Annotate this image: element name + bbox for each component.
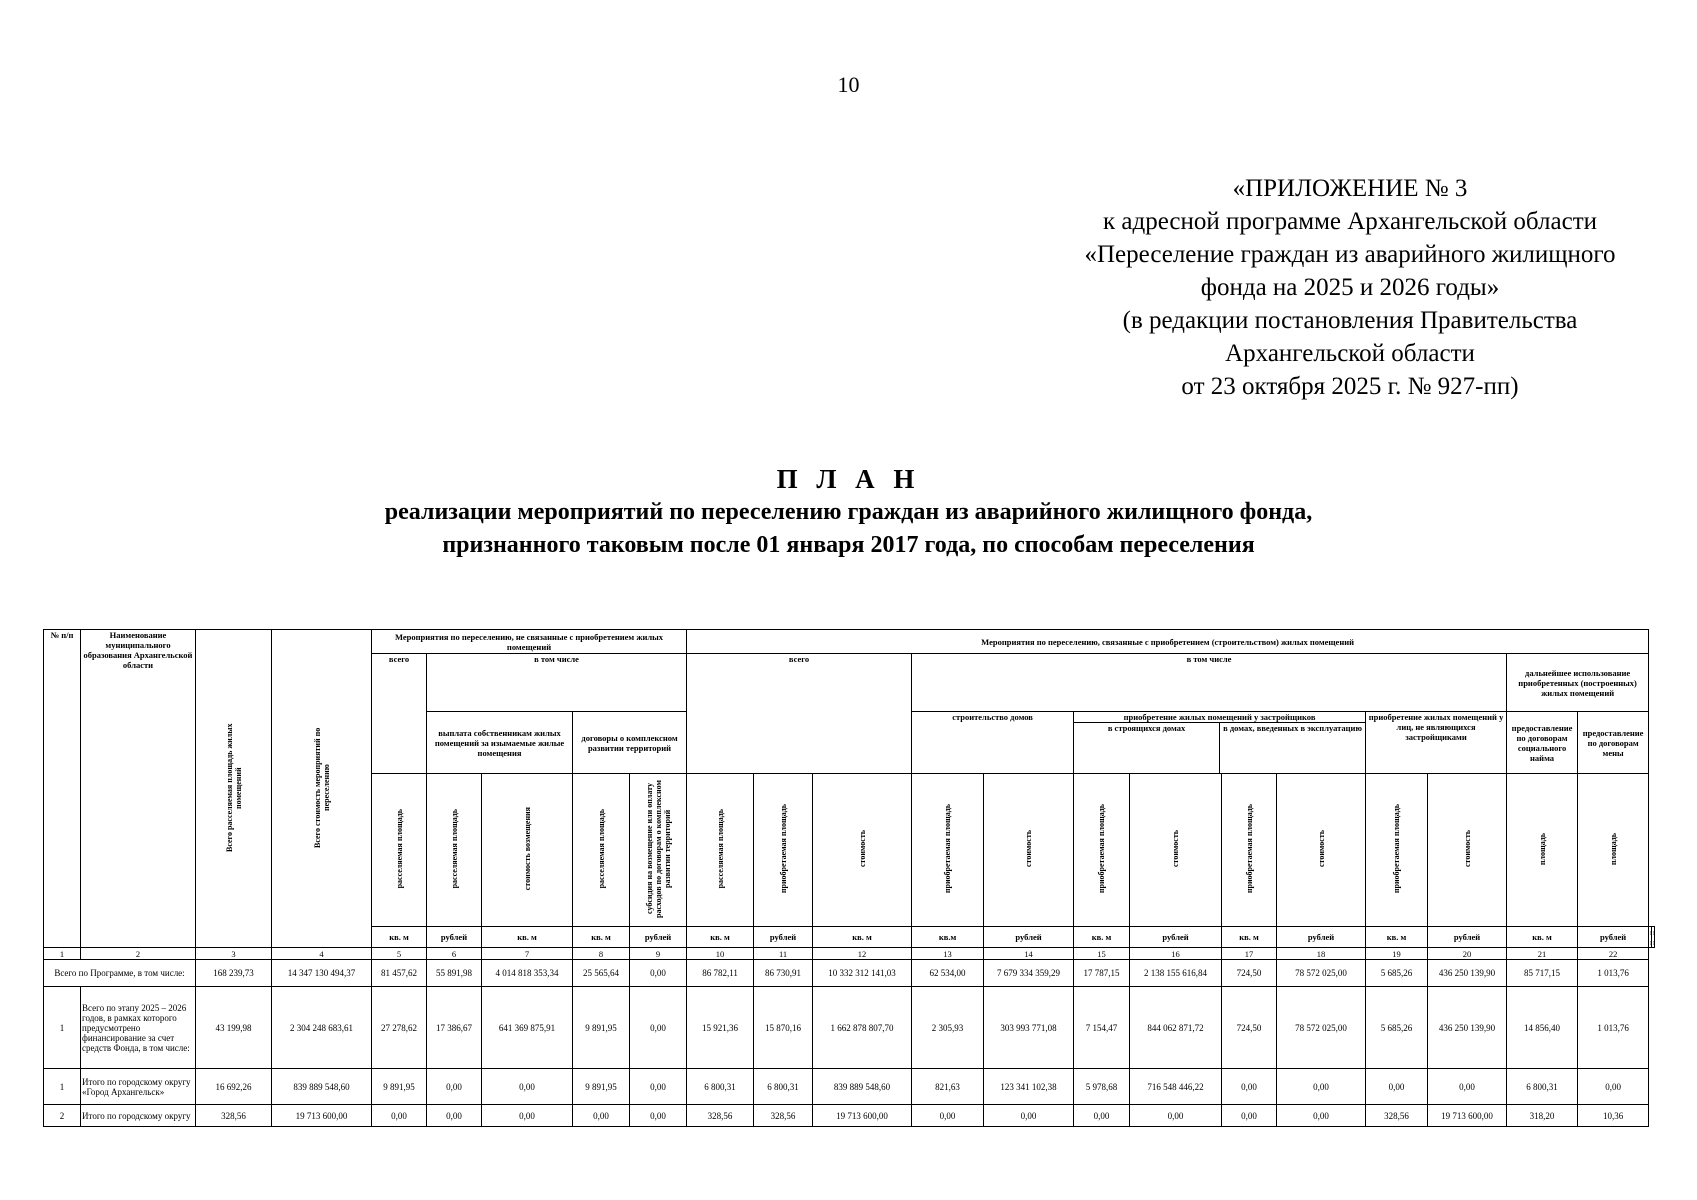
header-acq-non-developers: приобретение жилых помещений у лиц, не являющихся застройщиками [1366,712,1507,774]
col18-label: стоимость [1277,774,1366,927]
cell: 5 978,68 [1074,1069,1130,1105]
column-numbers-row [44,948,1655,960]
cell: 0,00 [482,1105,573,1127]
header-total-cost: Всего стоимость мероприятий по переселению [272,630,372,948]
col-number: 19 [1366,948,1428,960]
unit-cell: рублей [1130,927,1222,948]
cell: 55 891,98 [427,960,482,987]
unit-cell: рублей [1578,927,1649,948]
cell: 2 138 155 616,84 [1130,960,1222,987]
cell: 6 800,31 [687,1069,754,1105]
col21-label: площадь [1507,774,1578,927]
cell: 27 278,62 [372,987,427,1069]
cell: 168 239,73 [196,960,272,987]
row-num: 2 [44,1105,81,1127]
cell: 0,00 [372,1105,427,1127]
appendix-header [1020,172,1680,403]
col14-label: стоимость [984,774,1074,927]
cell: 6 800,31 [1507,1069,1578,1105]
col-number: 18 [1277,948,1366,960]
cell: 0,00 [984,1105,1074,1127]
cell: 14 347 130 494,37 [272,960,372,987]
cell: 0,00 [1222,1069,1277,1105]
unit-cell: рублей [427,927,482,948]
col-number: 6 [427,948,482,960]
cell: 821,63 [912,1069,984,1105]
cell: 0,00 [1428,1069,1507,1105]
cell: 7 679 334 359,29 [984,960,1074,987]
cell: 328,56 [687,1105,754,1127]
cell: 9 891,95 [372,1069,427,1105]
col22-label: площадь [1578,774,1649,927]
col16-label: стоимость [1130,774,1222,927]
cell: 0,00 [1130,1105,1222,1127]
cell: 78 572 025,00 [1277,987,1366,1069]
cell: 7 154,47 [1074,987,1130,1069]
cell: 9 891,95 [573,987,630,1069]
col-number: 16 [1130,948,1222,960]
unit-cell: рублей [984,927,1074,948]
unit-cell: рублей [754,927,813,948]
cell: 19 713 600,00 [1428,1105,1507,1127]
cell: 0,00 [427,1069,482,1105]
cell: 6 800,31 [754,1069,813,1105]
col-number: 12 [813,948,912,960]
cell: 19 713 600,00 [272,1105,372,1127]
col5-label: расселяемая площадь [372,774,427,927]
col13-label: приобретаемая площадь [912,774,984,927]
col-number: 3 [196,948,272,960]
header-payout: выплата собственникам жилых помещений за изымаемые жилые помещения [427,712,573,774]
header-social-lease: предоставление по договорам социального найма [1507,712,1578,774]
cell: 86 782,11 [687,960,754,987]
col19-label: приобретаемая площадь [1366,774,1428,927]
appendix-line: Архангельской области [1225,340,1475,367]
cell: 123 341 102,38 [984,1069,1074,1105]
cell: 839 889 548,60 [813,1069,912,1105]
table-row [44,1105,1655,1127]
cell: 2 304 248 683,61 [272,987,372,1069]
cell: 1 013,76 [1578,960,1649,987]
header-in-building: в строящихся домах [1074,723,1220,773]
cell: 14 856,40 [1507,987,1578,1069]
cell: 10 332 312 141,03 [813,960,912,987]
header-acq-developers [1074,712,1366,774]
row-name: Итого по городскому округу «Город Архангельск» [81,1069,196,1105]
row-name: Всего по этапу 2025 – 2026 годов, в рамках которого предусмотрено финансирование за счет средств Фонда, в том числе: [81,987,196,1069]
cell: 724,50 [1222,960,1277,987]
unit-cell: кв. м [1222,927,1277,948]
cell: 724,50 [1222,987,1277,1069]
cell: 17 787,15 [1074,960,1130,987]
col20-label: стоимость [1428,774,1507,927]
col6-label: расселяемая площадь [427,774,482,927]
header-group-related: Мероприятия по переселению, связанные с приобретением (строительством) жилых помещений [687,630,1649,654]
plan-heading [0,462,1697,562]
cell: 436 250 139,90 [1428,960,1507,987]
header-num: № п/п [44,630,81,948]
row-name: Всего по Программе, в том числе: [44,960,196,987]
appendix-line: «ПРИЛОЖЕНИЕ № 3 [1232,175,1468,202]
cell: 10,36 [1578,1105,1649,1127]
page-number: 10 [837,72,860,97]
header-group-not-related: Мероприятия по переселению, не связанные с приобретением жилых помещений [372,630,687,654]
row-num: 1 [44,987,81,1069]
header-vsego-1: всего [372,654,427,774]
unit-cell: кв.м [912,927,984,948]
cell: 328,56 [1366,1105,1428,1127]
header-in-commissioned: в домах, введенных в эксплуатацию [1223,723,1362,733]
cell: 17 386,67 [427,987,482,1069]
header-contracts: договоры о комплексном развитии территорий [573,712,687,774]
cell: 43 199,98 [196,987,272,1069]
col-number: 13 [912,948,984,960]
col-number: 5 [372,948,427,960]
cell: 25 565,64 [573,960,630,987]
appendix-line: (в редакции постановления Правительства [1122,307,1578,334]
col-number: 21 [1507,948,1578,960]
unit-cell: кв. м [687,927,754,948]
unit-cell: рублей [1277,927,1366,948]
cell: 0,00 [630,987,687,1069]
unit-cell: кв. м [1074,927,1130,948]
unit-cell: кв. м [573,927,630,948]
col9-label: субсидия на возмещение или оплату расходов по договорам о комплексном развитии территорий [630,774,687,927]
col-number: 2 [81,948,196,960]
plan-subtitle-line2: признанного таковым после 01 января 2017 года, по способам переселения [442,532,1255,558]
header-vsego-2: всего [687,654,912,774]
cell: 15 921,36 [687,987,754,1069]
col-number: 20 [1428,948,1507,960]
header-total-area: Всего расселяемая площадь жилых помещений [196,630,272,948]
cell: 78 572 025,00 [1277,960,1366,987]
unit-cell: кв. м [1507,927,1578,948]
cell: 1 662 878 807,70 [813,987,912,1069]
header-construction: строительство домов [912,712,1074,774]
cell: 641 369 875,91 [482,987,573,1069]
header-v-tom-chisle-1: в том числе [427,654,687,712]
col-number: 4 [272,948,372,960]
cell: 436 250 139,90 [1428,987,1507,1069]
unit-cell: кв. м [1366,927,1428,948]
table-row [44,1069,1655,1105]
col-number: 14 [984,948,1074,960]
header-exchange: предоставление по договорам мены [1578,712,1649,774]
cell: 62 534,00 [912,960,984,987]
row-name: Итого по городскому округу [81,1105,196,1127]
col15-label: приобретаемая площадь [1074,774,1130,927]
cell: 0,00 [427,1105,482,1127]
unit-cell: кв. м [372,927,427,948]
col-number: 10 [687,948,754,960]
table-row [44,960,1655,987]
plan-title: П Л А Н [776,464,921,494]
cell: 839 889 548,60 [272,1069,372,1105]
cell: 85 717,15 [1507,960,1578,987]
cell: 9 891,95 [573,1069,630,1105]
plan-subtitle-line1: реализации мероприятий по переселению граждан из аварийного жилищного фонда, [384,499,1313,525]
cell: 328,56 [754,1105,813,1127]
cell: 303 993 771,08 [984,987,1074,1069]
header-further-use: дальнейшее использование приобретенных (построенных) жилых помещений [1507,654,1649,712]
table-row [44,987,1655,1069]
row-num: 1 [44,1069,81,1105]
header-v-tom-chisle-2: в том числе [912,654,1507,712]
header-name: Наименование муниципального образования Архангельской области [81,630,196,948]
cell: 328,56 [196,1105,272,1127]
unit-cell: кв. м [813,927,912,948]
cell: 5 685,26 [1366,987,1428,1069]
cell: 0,00 [630,1105,687,1127]
col-number: 9 [630,948,687,960]
cell: 0,00 [1222,1105,1277,1127]
cell: 0,00 [1277,1105,1366,1127]
cell: 0,00 [912,1105,984,1127]
col17-label: приобретаемая площадь [1222,774,1277,927]
cell: 0,00 [1366,1069,1428,1105]
cell: 81 457,62 [372,960,427,987]
unit-cell [1652,927,1655,948]
unit-cell: рублей [1428,927,1507,948]
cell: 0,00 [482,1069,573,1105]
cell: 844 062 871,72 [1130,987,1222,1069]
cell: 0,00 [630,1069,687,1105]
col-number: 15 [1074,948,1130,960]
col7-label: стоимость возмещения [482,774,573,927]
col11-label: приобретаемая площадь [754,774,813,927]
cell: 0,00 [1578,1069,1649,1105]
col10-label: расселяемая площадь [687,774,754,927]
appendix-line: фонда на 2025 и 2026 годы» [1200,274,1500,301]
appendix-line: «Переселение граждан из аварийного жилищного [1084,241,1616,268]
cell: 0,00 [1277,1069,1366,1105]
cell: 4 014 818 353,34 [482,960,573,987]
col-number: 1 [44,948,81,960]
cell: 2 305,93 [912,987,984,1069]
cell: 86 730,91 [754,960,813,987]
appendix-line: от 23 октября 2025 г. № 927-пп) [1181,373,1519,400]
cell: 0,00 [573,1105,630,1127]
col-number: 22 [1578,948,1649,960]
cell: 5 685,26 [1366,960,1428,987]
cell: 16 692,26 [196,1069,272,1105]
col12-label: стоимость [813,774,912,927]
cell: 19 713 600,00 [813,1105,912,1127]
unit-cell: рублей [630,927,687,948]
cell: 318,20 [1507,1105,1578,1127]
col-number: 17 [1222,948,1277,960]
col-number: 7 [482,948,573,960]
cell: 1 013,76 [1578,987,1649,1069]
cell: 0,00 [1074,1105,1130,1127]
unit-cell: кв. м [482,927,573,948]
cell: 0,00 [630,960,687,987]
cell: 15 870,16 [754,987,813,1069]
plan-table [43,629,1655,1127]
appendix-line: к адресной программе Архангельской области [1102,208,1598,235]
col-number: 8 [573,948,630,960]
col8-label: расселяемая площадь [573,774,630,927]
col-number: 11 [754,948,813,960]
cell: 716 548 446,22 [1130,1069,1222,1105]
header-acq-developers-label: приобретение жилых помещений у застройщиков [1074,712,1365,723]
